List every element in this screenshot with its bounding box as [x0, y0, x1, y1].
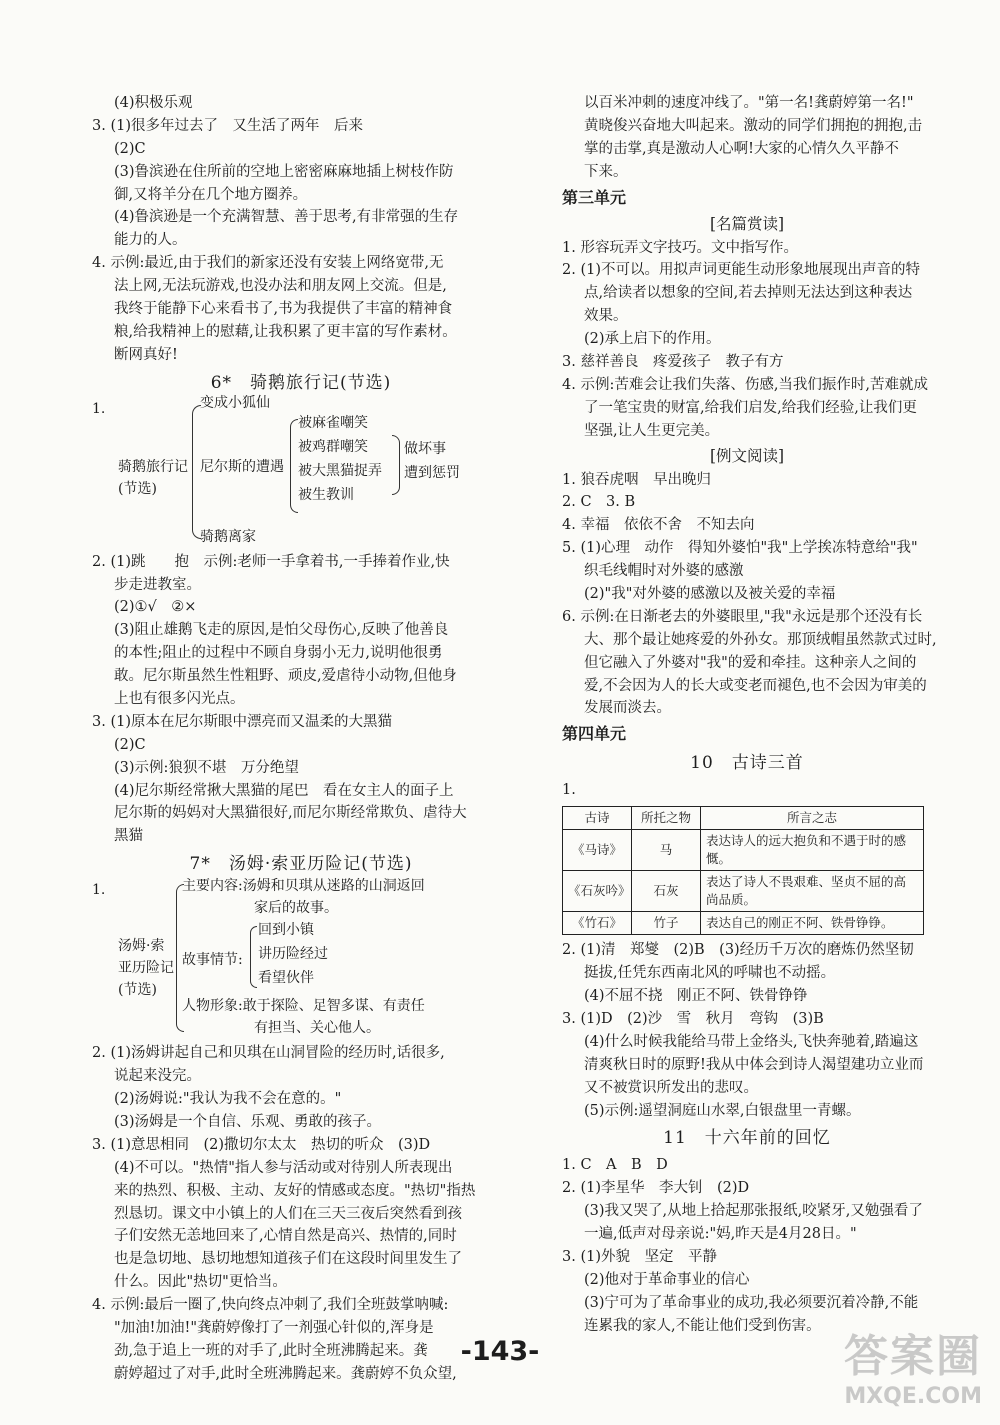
- unit-4-heading: 第四单元: [562, 724, 627, 744]
- answer-line: (3)阻止雄鹅飞走的原因,是怕父母伤心,反映了他善良: [114, 622, 449, 639]
- mindmap-leaf: 被麻雀嘲笑: [298, 414, 368, 431]
- answer-line: 1. C A B D: [562, 1157, 668, 1174]
- answer-line: 3. (1)原本在尼尔斯眼中漂亮而又温柔的大黑猫: [92, 713, 392, 730]
- table-cell: 《竹石》: [563, 912, 632, 935]
- mindmap-root-sub: (节选): [118, 982, 157, 999]
- answer-line: 上也有很多闪光点。: [114, 691, 245, 708]
- answer-line: 3. 慈祥善良 疼爱孩子 教子有方: [562, 354, 784, 371]
- mindmap-branch: 变成小狐仙: [200, 394, 270, 411]
- table-cell: 马: [632, 830, 701, 871]
- brace: [392, 435, 400, 495]
- answer-line: 了一笔宝贵的财富,给我们启发,给我们经验,让我们更: [584, 399, 917, 416]
- q-number: 1.: [562, 782, 576, 799]
- answer-line: (2)C: [114, 736, 146, 753]
- answer-line: 挺拔,任凭东西南北风的呼啸也不动摇。: [584, 965, 836, 982]
- answer-line: 4. 示例:最近,由于我们的新家还没有安装上网络宽带,无: [92, 255, 444, 272]
- q-number: 1.: [92, 400, 106, 417]
- answer-line: 3. (1)D (2)沙 雪 秋月 弯钩 (3)B: [562, 1010, 824, 1027]
- table-cell: 竹子: [632, 912, 701, 935]
- answer-line: (4)鲁滨逊是一个充满智慧、善于思考,有非常强的生存: [114, 209, 459, 226]
- answers-lesson-6: [92, 551, 510, 849]
- lesson-6-mindmap: [92, 394, 510, 551]
- mindmap-leaf: 遭到惩罚: [404, 464, 460, 481]
- answer-line: 说起来没完。: [114, 1068, 201, 1085]
- answer-line: 2. (1)汤姆讲起自己和贝琪在山洞冒险的经历时,话很多,: [92, 1045, 445, 1062]
- lesson-6-title: 6* 骑鹅旅行记(节选): [210, 372, 392, 393]
- answer-line: 2. (1)清 郑燮 (2)B (3)经历千万次的磨炼仍然坚韧: [562, 942, 914, 959]
- mindmap-branch: 故事情节:: [182, 952, 243, 969]
- answer-line: 断网真好!: [114, 346, 178, 363]
- answer-line: 蔚婷超过了对手,此时全班沸腾起来。龚蔚婷不负众望,: [114, 1365, 457, 1382]
- answer-line: 又不被赏识所发出的悲叹。: [584, 1079, 758, 1096]
- mindmap-leaf: 回到小镇: [258, 922, 314, 939]
- mindmap-leaf: 讲历险经过: [258, 946, 328, 963]
- answer-line: (3)鲁滨逊在住所前的空地上密密麻麻地插上树枝作防: [114, 163, 454, 180]
- answer-line: 效果。: [584, 308, 628, 325]
- poem-table: [562, 806, 924, 935]
- answer-line: 2. C 3. B: [562, 494, 636, 511]
- answer-line: 劲,急于追上一班的对手了,此时全班沸腾起来。龚: [114, 1342, 428, 1359]
- answers-continued: [562, 92, 932, 184]
- answer-line: 2. (1)不可以。用拟声词更能生动形象地展现出声音的特: [562, 262, 920, 279]
- mindmap-root: 骑鹅旅行记: [118, 458, 188, 475]
- answer-line: 敢。尼尔斯虽然生性粗野、顽皮,爱虐待小动物,但他身: [114, 668, 457, 685]
- answer-line: (2)承上启下的作用。: [584, 331, 721, 348]
- answer-line: 下来。: [584, 163, 628, 180]
- table-header: 所托之物: [632, 807, 701, 830]
- answer-line: 3. (1)意思相同 (2)撒切尔太太 热切的听众 (3)D: [92, 1136, 431, 1153]
- page-number: -143-: [460, 1336, 540, 1367]
- answer-line: 以百米冲刺的速度冲线了。"第一名!龚蔚婷第一名!": [584, 95, 914, 111]
- answers-lesson-11: [562, 1154, 932, 1337]
- answer-line: 黑猫: [114, 828, 143, 845]
- mindmap-leaf: 看望伙伴: [258, 970, 314, 987]
- answer-line: (5)示例:遥望洞庭山水翠,白银盘里一青螺。: [584, 1102, 861, 1119]
- answer-line: 1. 狼吞虎咽 早出晚归: [562, 471, 711, 488]
- section-famous-reading: [名篇赏读]: [709, 214, 785, 233]
- answer-line: 我终于能静下心来看书了,书为我提供了丰富的精神食: [114, 301, 453, 318]
- answer-line: 法上网,无法玩游戏,也没办法和朋友网上交流。但是,: [114, 278, 447, 295]
- answer-line: (2)①√ ②×: [114, 599, 197, 616]
- answer-line: (3)示例:狼狈不堪 万分绝望: [114, 759, 299, 776]
- answer-line: 清爽秋日时的原野!我从中体会到诗人渴望建功立业而: [584, 1056, 924, 1073]
- answer-line: 一遍,低声对母亲说:"妈,昨天是4月28日。": [584, 1226, 857, 1243]
- section-example-reading: [例文阅读]: [709, 446, 785, 465]
- answer-line: 爱,不会因为人的长大或变老而褪色,也不会因为审美的: [584, 677, 927, 694]
- table-cell: 《马诗》: [563, 830, 632, 871]
- lesson-11-title: 11 十六年前的回忆: [663, 1128, 831, 1149]
- lesson-7-mindmap: [92, 880, 510, 1042]
- answer-line: "加油!加油!"龚蔚婷像打了一剂强心针似的,浑身是: [114, 1319, 434, 1336]
- answer-line: (4)不屈不挠 刚正不阿、铁骨铮铮: [584, 988, 808, 1005]
- answer-line: 什么。因此"热切"更恰当。: [114, 1274, 287, 1291]
- answer-line: 连累我的家人,不能让他们受到伤害。: [584, 1317, 821, 1334]
- answer-line: (3)宁可为了革命事业的成功,我必须要沉着冷静,不能: [584, 1294, 919, 1311]
- table-cell: 表达诗人的远大抱负和不遇于时的感慨。: [701, 830, 924, 871]
- answer-line: 掌的击掌,真是激动人心啊!大家的心情久久平静不: [584, 140, 899, 157]
- lesson-7-title: 7* 汤姆·索亚历险记(节选): [189, 854, 413, 875]
- table-cell: 表达了诗人不畏艰难、坚贞不屈的高尚品质。: [701, 871, 924, 912]
- answer-line: (2)"我"对外婆的感激以及被关爱的幸福: [584, 586, 836, 603]
- table-row: [563, 830, 924, 871]
- answers-famous-reading: [562, 237, 932, 443]
- answer-line: 来的热烈、积极、主动、友好的情感或态度。"热切"指热: [114, 1182, 476, 1199]
- left-column: [92, 92, 510, 1386]
- answer-line: 织毛线帽时对外婆的感激: [584, 563, 744, 580]
- answer-line: 2. (1)跳 抱 示例:老师一手拿着书,一手捧着作业,快: [92, 553, 450, 570]
- mindmap-root-sub: (节选): [118, 480, 157, 497]
- answer-line: (2)C: [114, 140, 146, 157]
- right-column: [562, 92, 937, 1338]
- answer-line: (4)什么时候我能给马带上金络头,飞快奔驰着,踏遍这: [584, 1033, 919, 1050]
- answer-line: 4. 示例:苦难会让我们失落、伤感,当我们振作时,苦难就成: [562, 376, 929, 393]
- table-header: 所言之志: [701, 807, 924, 830]
- mindmap-root: 汤姆·索: [118, 938, 165, 955]
- answer-line: 4. 幸福 依依不舍 不知去向: [562, 517, 755, 534]
- answer-line: 5. (1)心理 动作 得知外婆怕"我"上学挨冻特意给"我": [562, 540, 918, 557]
- answer-line: (3)汤姆是一个自信、乐观、勇敢的孩子。: [114, 1113, 382, 1130]
- answer-line: (3)我又哭了,从地上拾起那张报纸,咬紧牙,又勉强看了: [584, 1203, 923, 1220]
- answers-lesson-10: [562, 939, 932, 1122]
- table-cell: 表达自己的刚正不阿、铁骨铮铮。: [701, 912, 924, 935]
- mindmap-leaf: 被大黑猫捉弄: [298, 462, 382, 479]
- q-number: 1.: [92, 882, 106, 899]
- answer-line: (4)尼尔斯经常揪大黑猫的尾巴 看在女主人的面子上: [114, 782, 454, 799]
- answer-line: 2. (1)李星华 李大钊 (2)D: [562, 1180, 750, 1197]
- table-row: [563, 912, 924, 935]
- answer-line: (4)积极乐观: [114, 95, 193, 111]
- mindmap-branch: 有担当、关心他人。: [254, 1020, 380, 1037]
- answer-line: 点,给读者以想象的空间,若去掉则无法达到这种表达: [584, 285, 913, 302]
- mindmap-leaf: 做坏事: [404, 440, 446, 457]
- unit-3-heading: 第三单元: [562, 187, 627, 207]
- answers-unit2-part1: [92, 92, 510, 367]
- answer-line: 粮,给我精神上的慰藉,让我积累了更丰富的写作素材。: [114, 323, 457, 340]
- answer-line: 3. (1)很多年过去了 又生活了两年 后来: [92, 117, 363, 134]
- answer-line: 能力的人。: [114, 232, 187, 249]
- answer-line: (2)他对于革命事业的信心: [584, 1271, 750, 1288]
- answers-lesson-7: [92, 1042, 510, 1385]
- mindmap-branch: 家后的故事。: [254, 900, 338, 917]
- answers-example-reading: [562, 469, 937, 721]
- mindmap-branch: 尼尔斯的遭遇: [200, 458, 284, 475]
- answer-line: 也是急切地、恳切地想知道孩子们在这段时间里发生了: [114, 1251, 462, 1268]
- watermark-logo: [844, 1320, 982, 1409]
- answer-line: 发展而淡去。: [584, 700, 671, 717]
- answer-line: (4)不可以。"热情"指人参与活动或对待别人所表现出: [114, 1159, 453, 1176]
- answer-line: 但它融入了外婆对"我"的爱和牵挂。这种亲人之间的: [584, 654, 917, 671]
- mindmap-branch: 主要内容:汤姆和贝琪从迷路的山洞返回: [182, 878, 425, 895]
- answer-line: 坚强,让人生更完美。: [584, 422, 720, 439]
- mindmap-branch: 骑鹅离家: [200, 528, 256, 545]
- watermark-text: 答案圈: [844, 1331, 982, 1382]
- brace: [290, 419, 298, 513]
- table-row: [563, 871, 924, 912]
- lesson-10-title: 10 古诗三首: [690, 753, 804, 774]
- answer-line: (2)汤姆说:"我认为我不会在意的。": [114, 1091, 342, 1108]
- answer-line: 4. 示例:最后一圈了,快向终点冲刺了,我们全班鼓掌呐喊:: [92, 1297, 449, 1314]
- answer-line: 烈恳切。课文中小镇上的人们在三天三夜后突然看到孩: [114, 1205, 462, 1222]
- answer-line: 的本性;阻止的过程中不顾自身弱小无力,说明他很勇: [114, 645, 443, 662]
- mindmap-root-sub: 亚历险记: [118, 960, 174, 977]
- answer-line: 黄晓俊兴奋地大叫起来。激动的同学们拥抱的拥抱,击: [584, 117, 923, 134]
- answer-line: 6. 示例:在日渐老去的外婆眼里,"我"永远是那个还没有长: [562, 608, 923, 625]
- answer-line: 步走进教室。: [114, 576, 201, 593]
- brace: [250, 926, 257, 988]
- answer-line: 3. (1)外貌 坚定 平静: [562, 1248, 717, 1265]
- table-cell: 石灰: [632, 871, 701, 912]
- answer-line: 大、那个最让她疼爱的外孙女。那顶绒帽虽然款式过时,: [584, 631, 937, 648]
- table-header: 古诗: [563, 807, 632, 830]
- answer-line: 御,又将羊分在几个地方圈养。: [114, 186, 308, 203]
- mindmap-leaf: 被生教训: [298, 486, 354, 503]
- watermark-url: MXQE.COM: [844, 1384, 982, 1409]
- answer-line: 1. 形容玩弄文字技巧。文中指写作。: [562, 239, 798, 256]
- mindmap-leaf: 被鸡群嘲笑: [298, 438, 368, 455]
- table-cell: 《石灰吟》: [563, 871, 632, 912]
- answer-line: 尼尔斯的妈妈对大黑猫很好,而尼尔斯经常欺负、虐待大: [114, 805, 467, 822]
- mindmap-branch: 人物形象:敢于探险、足智多谋、有责任: [182, 998, 425, 1015]
- answer-line: 子们安然无恙地回来了,心情自然是高兴、热情的,同时: [114, 1228, 457, 1245]
